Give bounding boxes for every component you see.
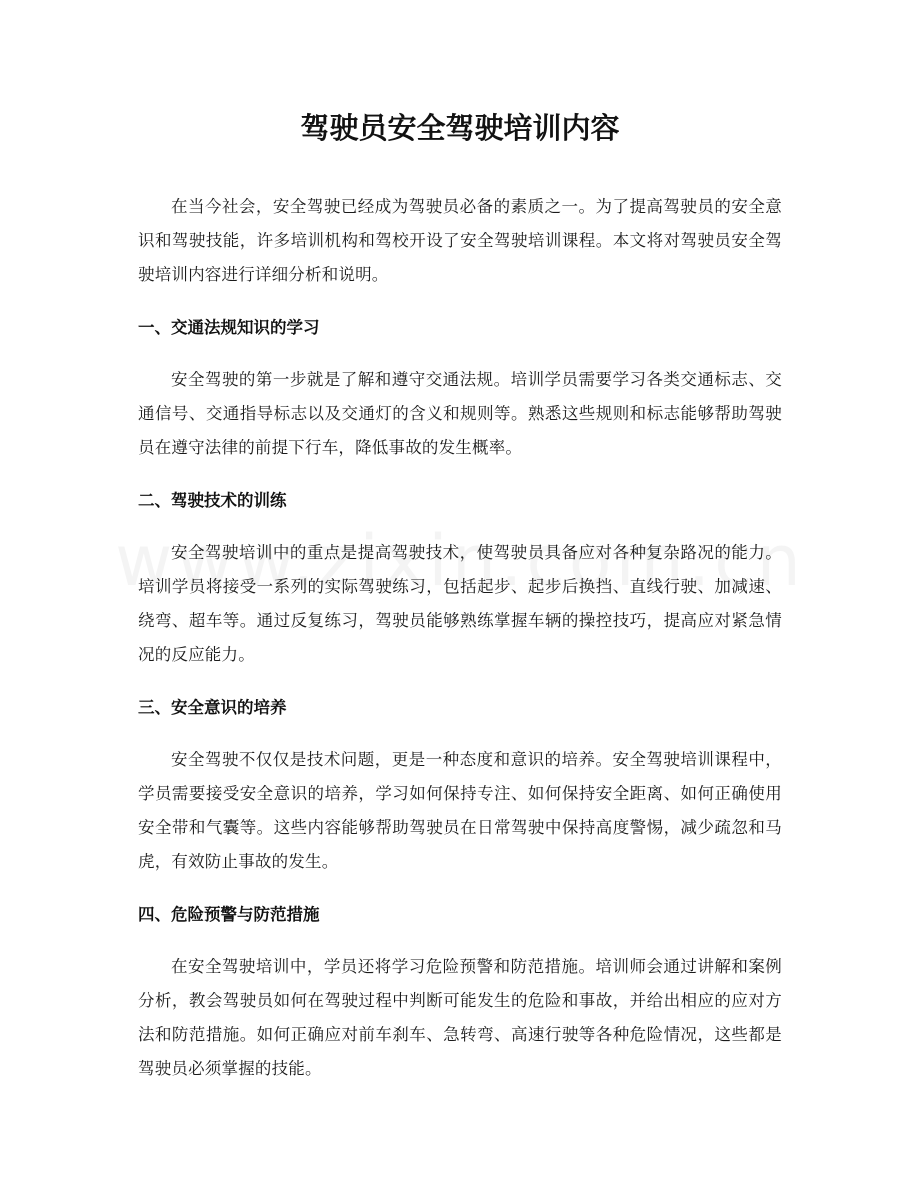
section-heading-hazard-warning: 四、危险预警与防范措施 — [138, 905, 320, 924]
section-body-driving-skills: 安全驾驶培训中的重点是提高驾驶技术，使驾驶员具备应对各种复杂路况的能力。培训学员将接受一系列的实际驾驶练习，包括起步、起步后换挡、直线行驶、加减速、绕弯、超车等。通过反复练习，驾驶员能够熟练掌握车辆的操控技巧，提高应对紧急情况的反应能力。 — [138, 543, 782, 664]
section-body-hazard-warning: 在安全驾驶培训中，学员还将学习危险预警和防范措施。培训师会通过讲解和案例分析，教会驾驶员如何在驾驶过程中判断可能发生的危险和事故，并给出相应的应对方法和防范措施。如何正确应对前车刹车、急转弯、高速行驶等各种危险情况，这些都是驾驶员必须掌握的技能。 — [138, 957, 782, 1078]
section-body-safety-awareness: 安全驾驶不仅仅是技术问题，更是一种态度和意识的培养。安全驾驶培训课程中，学员需要接受安全意识的培养，学习如何保持专注、如何保持安全距离、如何正确使用安全带和气囊等。这些内容能够帮助驾驶员在日常驾驶中保持高度警惕，减少疏忽和马虎，有效防止事故的发生。 — [138, 750, 782, 871]
intro-paragraph: 在当今社会，安全驾驶已经成为驾驶员必备的素质之一。为了提高驾驶员的安全意识和驾驶技能，许多培训机构和驾校开设了安全驾驶培训课程。本文将对驾驶员安全驾驶培训内容进行详细分析和说明。 — [138, 197, 782, 284]
section-heading-safety-awareness: 三、安全意识的培养 — [138, 698, 287, 717]
section-heading-traffic-laws: 一、交通法规知识的学习 — [138, 318, 320, 337]
page-title: 驾驶员安全驾驶培训内容 — [300, 111, 620, 145]
section-heading-driving-skills: 二、驾驶技术的训练 — [138, 491, 287, 510]
section-body-traffic-laws: 安全驾驶的第一步就是了解和遵守交通法规。培训学员需要学习各类交通标志、交通信号、交通指导标志以及交通灯的含义和规则等。熟悉这些规则和标志能够帮助驾驶员在遵守法律的前提下行车，降低事故的发生概率。 — [138, 370, 782, 457]
